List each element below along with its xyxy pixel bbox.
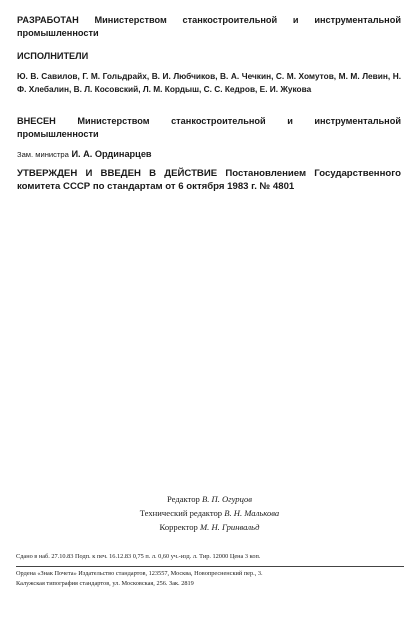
editor-name: В. П. Огурцов: [201, 494, 253, 504]
performers-section: [17, 70, 401, 95]
performers-heading-block: [17, 50, 401, 63]
deputy-minister-role: Зам. министра: [17, 150, 69, 159]
performers-label: ИСПОЛНИТЕЛИ: [17, 51, 89, 61]
approved-paragraph: [17, 167, 401, 193]
developed-label: РАЗРАБОТАН: [17, 15, 79, 25]
corrector-line: [0, 520, 419, 534]
approved-text: Постановлением Государственного комитета СССР по стандартам от 6 октября 1983 г. № 4801: [17, 168, 401, 192]
imprint-divider: [16, 566, 404, 567]
developed-text: Министерством станкостроительной и инструментальной промышленности: [17, 15, 401, 38]
imprint-line-3: Калужская типография стандартов, ул. Московская, 256. Зак. 2819: [16, 580, 194, 587]
editor-role: Редактор: [166, 494, 200, 504]
approved-section: [17, 167, 401, 193]
tech-editor-role: Технический редактор: [139, 508, 223, 519]
tech-editor-line: [0, 506, 419, 520]
deputy-minister-name: И. А. Ординарцев: [71, 149, 152, 159]
imprint-line-2: Ордена «Знак Почета» Издательство стандартов, 123557, Москва, Новопресненский пер., 3.: [16, 570, 263, 577]
developed-paragraph: [17, 14, 401, 39]
introduced-paragraph: [17, 115, 401, 140]
performers-names: Ю. В. Савилов, Г. М. Гольдрайх, В. И. Любчиков, В. А. Чечкин, С. М. Хомутов, М. М. Левин, Н. Ф. Хлебалин, В. Л. Косовский, Л. М. Кордыш, С. С. Кедров, Е. И. Жукова: [17, 71, 401, 94]
credits-block: [0, 492, 419, 535]
corrector-name: М. Н. Гринвальд: [200, 522, 260, 533]
deputy-minister-paragraph: [17, 148, 401, 161]
introduced-label: ВНЕСЕН: [17, 116, 56, 126]
introduced-section: [17, 115, 401, 140]
imprint-line-1: Сдано в наб. 27.10.83 Подп. к печ. 16.12.83 0,75 п. л. 0,60 уч.-изд. л. Тир. 12000 Цена 3 коп.: [16, 553, 261, 560]
developed-section: [17, 14, 401, 39]
introduced-text: Министерством станкостроительной и инструментальной промышленности: [17, 116, 401, 139]
corrector-role: Корректор: [159, 522, 198, 533]
editor-line: [0, 492, 419, 506]
approved-label: УТВЕРЖДЕН И ВВЕДЕН В ДЕЙСТВИЕ: [17, 168, 218, 179]
tech-editor-name: В. Н. Малькова: [224, 508, 280, 519]
deputy-minister-line: [17, 148, 401, 161]
